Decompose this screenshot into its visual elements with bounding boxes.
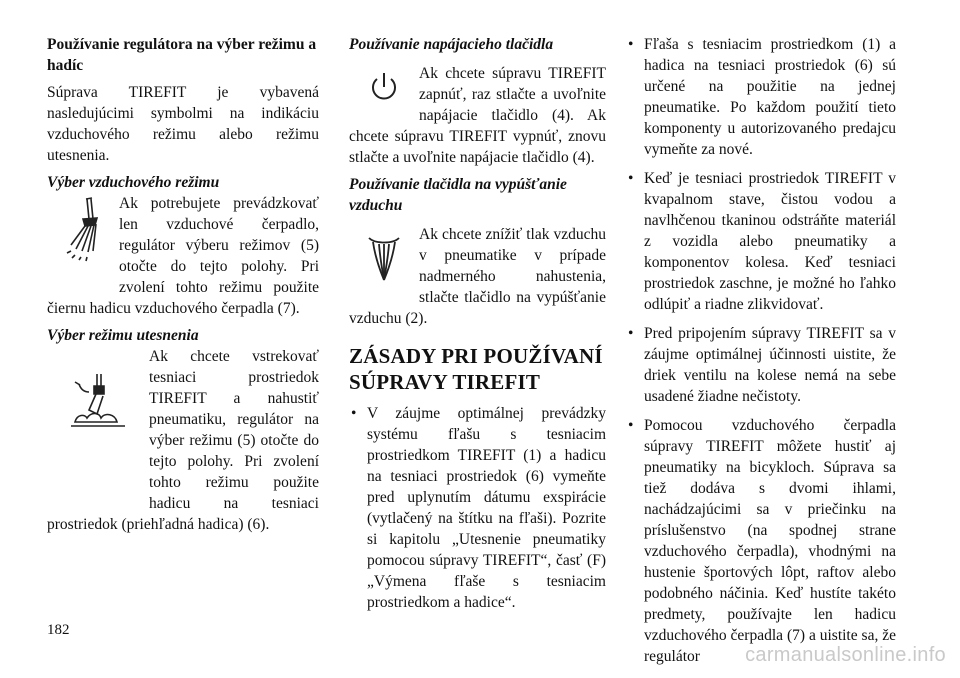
guidelines-list-continued [626,34,896,667]
seal-mode-text: Ak chcete vstrekovať tesniaci prostriedok TIREFIT a nahustiť pneumatiku, regulátor na výber režimu (5) otočte do tejto polohy. Pri zvolení tohto režimu použite hadicu na tesniaci prostriedok (priehľadná hadica) (6). [47,348,319,533]
page-number: 182 [47,622,70,638]
list-item: • Pomocou vzduchového čerpadla súpravy TIREFIT môžete hustiť aj pneumatiky na bicykloch. Súprava sa tiež dodáva s dvomi ihlami, nachádzajúcimi sa v priečinku na príslušenstvo (na spodnej strane vzduchového čerpadla), vhodnými na hustenie športových lôpt, raftov alebo podobného náčinia. Keď hustíte takéto predmety, používajte len hadicu vzduchového čerpadla (7) a uistite sa, že regulátor [626,415,896,667]
power-button-title: Používanie napájacieho tlačidla [349,36,554,53]
deflate-icon [349,220,419,304]
section-heading-mode-regulator: Používanie regulátora na výber režimu a hadíc [47,36,317,74]
seal-mode-title: Výber režimu utesnenia [47,327,199,344]
deflate-button-title: Používanie tlačidla na vypúšťanie vzduchu [349,176,567,214]
middle-column [349,34,606,621]
section-title-line-1: ZÁSADY PRI POUŽÍVANÍ [349,344,603,368]
section-title [349,343,606,395]
air-mode-text: Ak potrebujete prevádzkovať len vzduchové čerpadlo, regulátor výberu režimov (5) otočte do tejto polohy. Pri zvolení tohto režimu použite čiernu hadicu vzduchového čerpadla (7). [47,195,319,317]
list-item: • Keď je tesniaci prostriedok TIREFIT v kvapalnom stave, čistou vodou a navlhčenou tkaninou odstráňte materiál z vozidla alebo pneumatiky a komponentov kolesa. Keď tesniaci prostriedok zaschne, je možné ho ľahko odlúpiť a riadne zlikvidovať. [626,168,896,315]
air-mode-title: Výber vzduchového režimu [47,174,220,191]
sealant-mode-icon [47,352,149,498]
power-button-text: Ak chcete súpravu TIREFIT zapnúť, raz stlačte a uvoľnite napájacie tlačidlo (4). Ak chcete súpravu TIREFIT vypnúť, znovu stlačte a uvoľnite napájacie tlačidlo (4). [349,65,606,166]
right-column [626,34,896,675]
list-item: • V záujme optimálnej prevádzky systému fľašu s tesniacim prostriedkom TIREFIT (1) a hadicu na tesniaci prostriedok (6) vymeňte pred uplynutím dátumu exspirácie (vytlačený na štítku na fľaši). Pozrite si kapitolu „Utesnenie pneumatiky pomocou súpravy TIREFIT“, časť (F) „Výmena fľaše s tesniacim prostriedkom a hadice“. [349,403,606,613]
section-title-line-2: SÚPRAVY TIREFIT [349,370,541,394]
air-hose-icon [47,195,119,279]
watermark: carmanualsonline.info [745,644,946,666]
left-column [47,34,319,535]
intro-paragraph: Súprava TIREFIT je vybavená nasledujúcimi symbolmi na indikáciu vzduchového režimu alebo režimu utesnenia. [47,84,319,164]
list-item: • Pred pripojením súpravy TIREFIT sa v záujme optimálnej účinnosti uistite, že driek ventilu na kolese nemá na sebe usadené žiadne nečistoty. [626,323,896,407]
deflate-button-text: Ak chcete znížiť tlak vzduchu v pneumatike v prípade nadmerného nahustenia, stlačte tlačidlo na vypúšťanie vzduchu (2). [349,226,606,327]
power-icon [349,61,419,125]
guidelines-list [349,403,606,613]
list-item: • Fľaša s tesniacim prostriedkom (1) a hadica na tesniaci prostriedok (6) sú určené na použitie na jednej pneumatike. Po každom použití tieto komponenty u autorizovaného predajcu vymeňte za nové. [626,34,896,160]
